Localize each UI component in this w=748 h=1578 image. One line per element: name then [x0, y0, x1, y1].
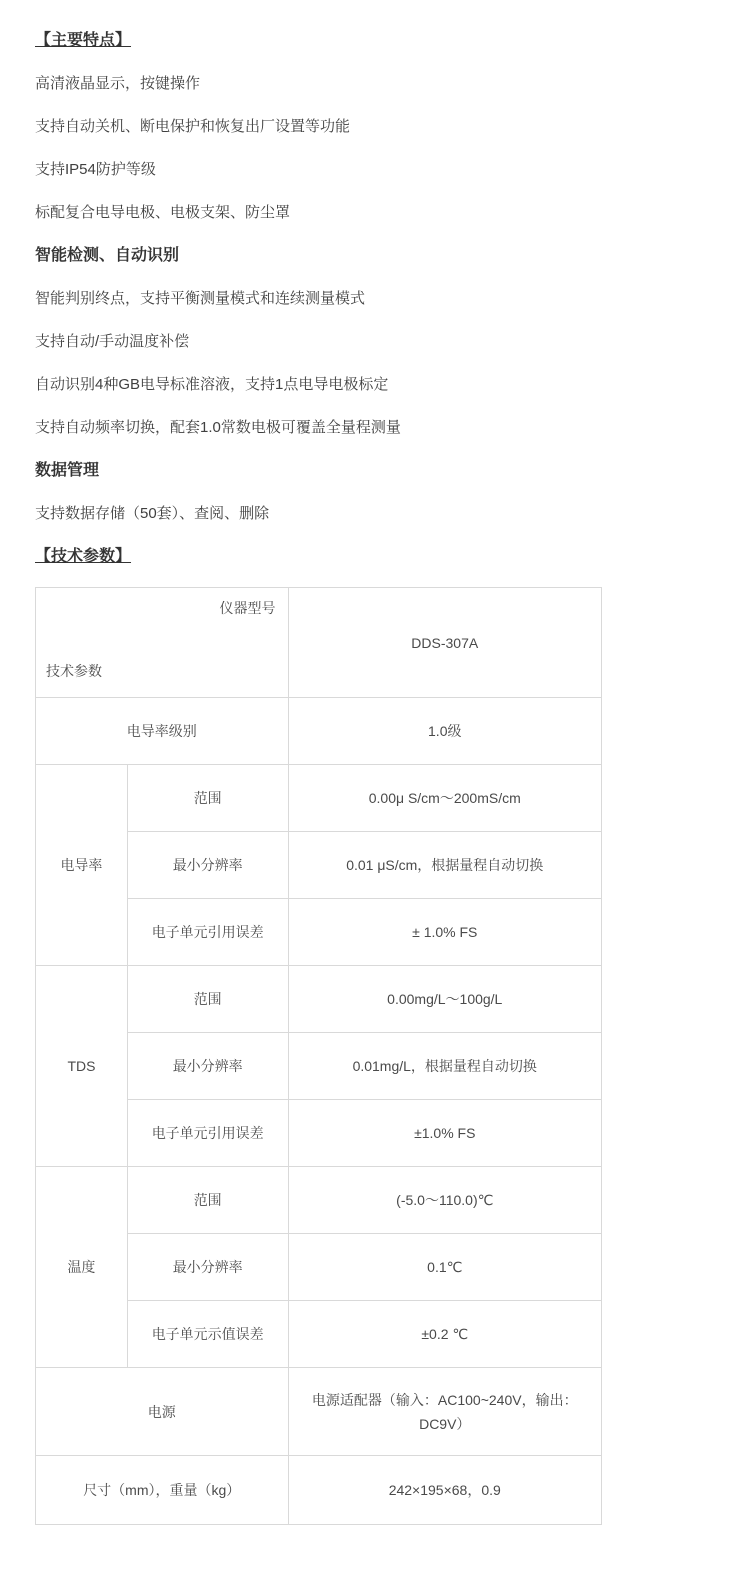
param-label-cell: 最小分辨率: [127, 1033, 288, 1100]
table-row-conductivity-range: [36, 765, 602, 832]
feature-item: 支持自动关机、断电保护和恢复出厂设置等功能: [35, 118, 351, 135]
model-value-cell: DDS-307A: [288, 588, 601, 698]
feature-item: 智能判别终点，支持平衡测量模式和连续测量模式: [35, 290, 366, 307]
smart-detection-heading: 智能检测、自动识别: [35, 247, 180, 264]
param-label-cell: 范围: [127, 765, 288, 832]
param-label-cell: 范围: [127, 1167, 288, 1234]
header-model-label: 仪器型号: [219, 600, 276, 616]
feature-item: 支持自动/手动温度补偿: [35, 333, 190, 350]
table-row-header: [36, 588, 602, 698]
grade-value-cell: 1.0级: [288, 698, 601, 765]
param-label-cell: 电子单元引用误差: [127, 1100, 288, 1167]
param-label-cell: 最小分辨率: [127, 832, 288, 899]
param-label-cell: 电子单元引用误差: [127, 899, 288, 966]
tech-params-heading: 【技术参数】: [35, 548, 132, 565]
table-row-grade: [36, 698, 602, 765]
group-tds-cell: TDS: [36, 966, 128, 1167]
group-conductivity-cell: 电导率: [36, 765, 128, 966]
dimension-label-cell: 尺寸（mm），重量（kg）: [36, 1456, 289, 1525]
power-label-cell: 电源: [36, 1368, 289, 1456]
header-params-label: 技术参数: [46, 663, 102, 679]
table-row-tds-range: [36, 966, 602, 1033]
group-temperature-cell: 温度: [36, 1167, 128, 1368]
power-value-cell: 电源适配器（输入：AC100~240V，输出：DC9V）: [288, 1368, 601, 1456]
param-label-cell: 电子单元示值误差: [127, 1301, 288, 1368]
param-value-cell: 0.00μ S/cm～200mS/cm: [288, 765, 601, 832]
table-row-power: [36, 1368, 602, 1456]
table-row-temp-range: [36, 1167, 602, 1234]
param-value-cell: ± 1.0% FS: [288, 899, 601, 966]
feature-item: 标配复合电导电极、电极支架、防尘罩: [35, 204, 291, 221]
param-value-cell: ±0.2 ℃: [288, 1301, 601, 1368]
spec-table: [35, 587, 602, 1525]
table-row-dimensions: [36, 1456, 602, 1525]
feature-item: 自动识别4种GB电导标准溶液，支持1点电导电极标定: [35, 376, 389, 393]
header-split-cell: [36, 588, 289, 698]
data-management-heading: 数据管理: [35, 462, 100, 479]
param-label-cell: 最小分辨率: [127, 1234, 288, 1301]
param-label-cell: 范围: [127, 966, 288, 1033]
param-value-cell: 0.01mg/L，根据量程自动切换: [288, 1033, 601, 1100]
features-heading: 【主要特点】: [35, 32, 132, 49]
param-value-cell: ±1.0% FS: [288, 1100, 601, 1167]
grade-label-cell: 电导率级别: [36, 698, 289, 765]
feature-item: 支持IP54防护等级: [35, 161, 156, 178]
feature-item: 支持自动频率切换，配套1.0常数电极可覆盖全量程测量: [35, 419, 401, 436]
dimension-value-cell: 242×195×68，0.9: [288, 1456, 601, 1525]
param-value-cell: 0.01 μS/cm，根据量程自动切换: [288, 832, 601, 899]
param-value-cell: 0.00mg/L～100g/L: [288, 966, 601, 1033]
param-value-cell: (-5.0～110.0)℃: [288, 1167, 601, 1234]
feature-item: 支持数据存储（50套）、查阅、删除: [35, 505, 270, 522]
param-value-cell: 0.1℃: [288, 1234, 601, 1301]
feature-item: 高清液晶显示，按键操作: [35, 75, 201, 92]
